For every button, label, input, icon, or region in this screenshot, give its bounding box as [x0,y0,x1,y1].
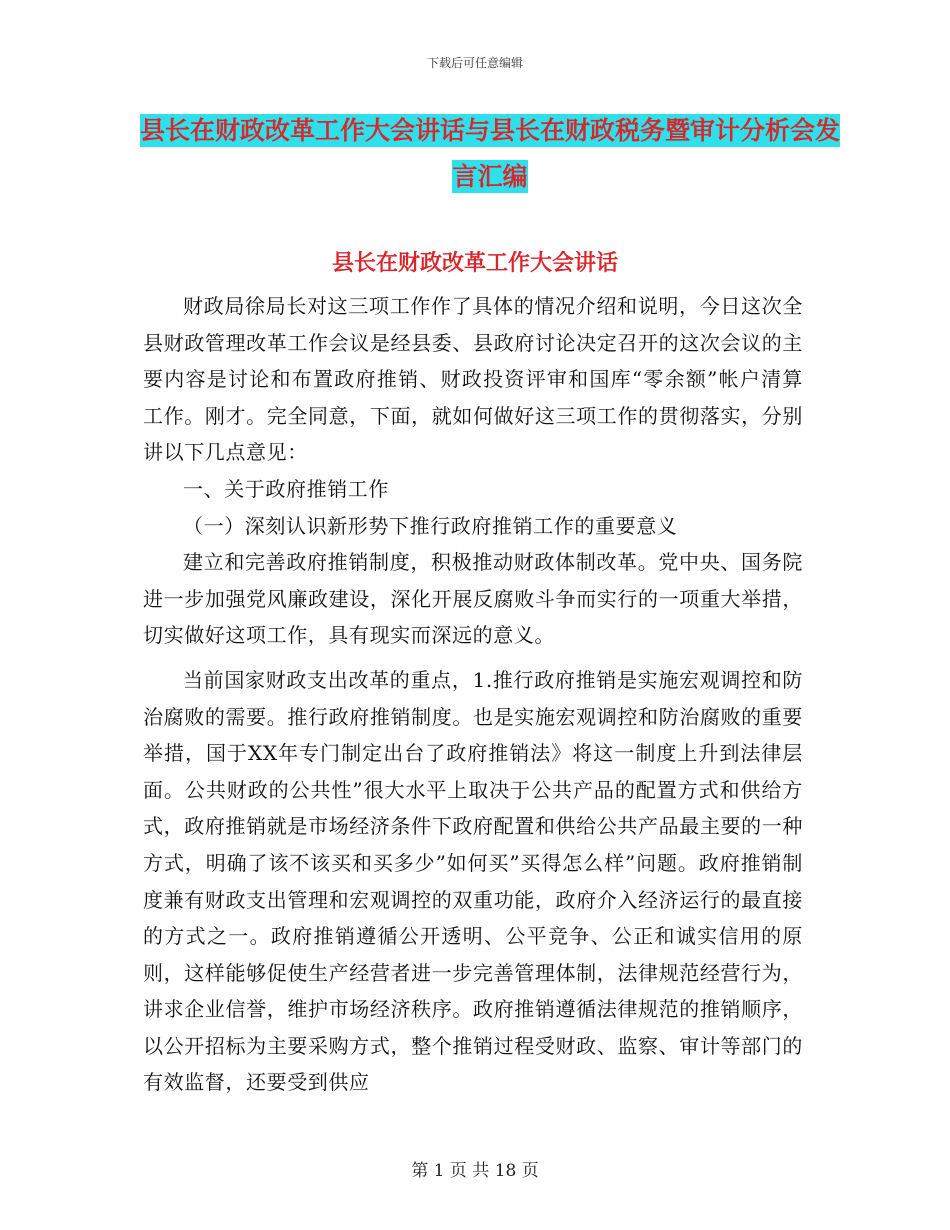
document-title [140,108,840,200]
paragraph-body: 建立和完善政府推销制度，积极推动财政体制改革。党中央、国务院进一步加强党风廉政建设，深化开展反腐败斗争而实行的一项重大举措，切实做好这项工作，具有现实而深远的意义。 [143,550,803,648]
page-number-footer: 第 1 页 共 18 页 [411,1161,539,1181]
heading-level-1: 一、关于政府推销工作 [183,476,389,501]
paragraph-body: 当前国家财政支出改革的重点，1.推行政府推销是实施宏观调控和防治腐败的需要。推行政府推销制度。也是实施宏观调控和防治腐败的重要举措，国于XX年专门制定出台了政府推销法》将这一制度上升到法律层面。公共财政的公共性”很大水平上取决于公共产品的配置方式和供给方式，政府推销就是市场经济条件下政府配置和供给公共产品最主要的一种方式，明确了该不该买和买多少”如何买”买得怎么样”问题。政府推销制度兼有财政支出管理和宏观调控的双重功能，政府介入经济运行的最直接的方式之一。政府推销遵循公开透明、公平竞争、公正和诚实信用的原则，这样能够促使生产经营者进一步完善管理体制，法律规范经营行为，讲求企业信誉，维护市场经济秩序。政府推销遵循法律规范的推销顺序，以公开招标为主要采购方式，整个推销过程受财政、监察、审计等部门的有效监督，还要受到供应 [143,667,803,1095]
page-header-note: 下载后可任意编辑 [426,56,523,70]
paragraph-intro: 财政局徐局长对这三项工作作了具体的情况介绍和说明，今日这次全县财政管理改革工作会议是经县委、县政府讨论决定召开的这次会议的主要内容是讨论和布置政府推销、财政投资评审和国库“零余额”帐户清算工作。刚才。完全同意，下面，就如何做好这三项工作的贯彻落实，分别讲以下几点意见： [143,294,803,465]
heading-level-2: （一）深刻认识新形势下推行政府推销工作的重要意义 [183,513,678,538]
section-title: 县长在财政改革工作大会讲话 [331,250,618,276]
document-title-text: 县长在财政改革工作大会讲话与县长在财政税务暨审计分析会发言汇编 [140,116,841,191]
document-body [143,288,803,1101]
